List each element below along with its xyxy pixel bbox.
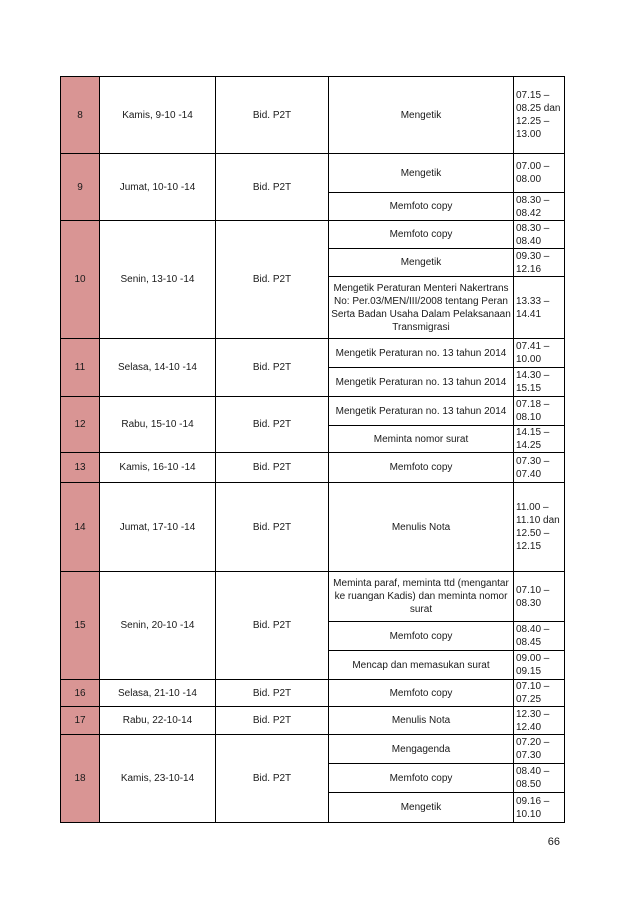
row-activity: Mengetik <box>329 77 514 154</box>
row-activity: Mengetik Peraturan no. 13 tahun 2014 <box>329 397 514 426</box>
row-number: 13 <box>61 453 100 483</box>
row-date: Jumat, 17-10 -14 <box>100 483 216 572</box>
row-time: 12.30 – 12.40 <box>514 707 565 735</box>
row-time: 07.10 – 07.25 <box>514 680 565 707</box>
row-unit: Bid. P2T <box>216 339 329 397</box>
row-number: 11 <box>61 339 100 397</box>
table-row <box>61 221 565 249</box>
row-number: 8 <box>61 77 100 154</box>
row-date: Selasa, 21-10 -14 <box>100 680 216 707</box>
table-row <box>61 680 565 707</box>
row-activity: Meminta nomor surat <box>329 426 514 453</box>
row-time: 11.00 – 11.10 dan 12.50 – 12.15 <box>514 483 565 572</box>
row-number: 18 <box>61 735 100 823</box>
table-row <box>61 154 565 193</box>
row-date: Selasa, 14-10 -14 <box>100 339 216 397</box>
activity-log-body <box>61 77 565 823</box>
table-row <box>61 735 565 764</box>
table-row <box>61 572 565 622</box>
row-activity: Mengetik <box>329 249 514 277</box>
row-time: 07.15 – 08.25 dan 12.25 – 13.00 <box>514 77 565 154</box>
row-activity: Memfoto copy <box>329 680 514 707</box>
row-number: 12 <box>61 397 100 453</box>
page-number: 66 <box>547 836 560 848</box>
row-date: Kamis, 16-10 -14 <box>100 453 216 483</box>
row-number: 10 <box>61 221 100 339</box>
row-activity: Mengetik Peraturan no. 13 tahun 2014 <box>329 339 514 368</box>
row-time: 09.00 – 09.15 <box>514 651 565 680</box>
row-time: 14.15 – 14.25 <box>514 426 565 453</box>
row-time: 07.00 – 08.00 <box>514 154 565 193</box>
row-time: 08.30 – 08.42 <box>514 193 565 221</box>
row-date: Senin, 20-10 -14 <box>100 572 216 680</box>
row-number: 15 <box>61 572 100 680</box>
row-activity: Menulis Nota <box>329 707 514 735</box>
row-activity: Memfoto copy <box>329 193 514 221</box>
row-activity: Memfoto copy <box>329 764 514 793</box>
row-unit: Bid. P2T <box>216 77 329 154</box>
table-row <box>61 339 565 368</box>
table-row <box>61 77 565 154</box>
row-activity: Mengagenda <box>329 735 514 764</box>
row-unit: Bid. P2T <box>216 154 329 221</box>
row-activity: Mengetik <box>329 154 514 193</box>
row-time: 07.20 – 07.30 <box>514 735 565 764</box>
row-unit: Bid. P2T <box>216 735 329 823</box>
row-activity: Mencap dan memasukan surat <box>329 651 514 680</box>
row-unit: Bid. P2T <box>216 483 329 572</box>
row-unit: Bid. P2T <box>216 707 329 735</box>
row-time: 09.16 – 10.10 <box>514 793 565 823</box>
row-number: 14 <box>61 483 100 572</box>
row-unit: Bid. P2T <box>216 572 329 680</box>
row-time: 08.30 – 08.40 <box>514 221 565 249</box>
table-row <box>61 707 565 735</box>
row-number: 9 <box>61 154 100 221</box>
row-time: 08.40 – 08.50 <box>514 764 565 793</box>
row-number: 17 <box>61 707 100 735</box>
row-activity: Memfoto copy <box>329 221 514 249</box>
row-time: 07.18 – 08.10 <box>514 397 565 426</box>
row-unit: Bid. P2T <box>216 453 329 483</box>
row-activity: Mengetik Peraturan Menteri Nakertrans No: Per.03/MEN/III/2008 tentang Peran Serta Badan Usaha Dalam Pelaksanaan Transmigrasi <box>329 277 514 339</box>
row-date: Jumat, 10-10 -14 <box>100 154 216 221</box>
row-time: 09.30 – 12.16 <box>514 249 565 277</box>
row-time: 07.30 – 07.40 <box>514 453 565 483</box>
row-date: Senin, 13-10 -14 <box>100 221 216 339</box>
activity-log-table <box>60 76 565 823</box>
row-time: 08.40 – 08.45 <box>514 622 565 651</box>
row-activity: Memfoto copy <box>329 453 514 483</box>
row-activity: Menulis Nota <box>329 483 514 572</box>
row-activity: Memfoto copy <box>329 622 514 651</box>
row-date: Rabu, 22-10-14 <box>100 707 216 735</box>
row-unit: Bid. P2T <box>216 397 329 453</box>
row-time: 14.30 – 15.15 <box>514 368 565 397</box>
table-row <box>61 453 565 483</box>
row-date: Kamis, 23-10-14 <box>100 735 216 823</box>
row-activity: Mengetik Peraturan no. 13 tahun 2014 <box>329 368 514 397</box>
row-time: 07.10 – 08.30 <box>514 572 565 622</box>
row-activity: Meminta paraf, meminta ttd (mengantar ke ruangan Kadis) dan meminta nomor surat <box>329 572 514 622</box>
row-time: 13.33 – 14.41 <box>514 277 565 339</box>
row-activity: Mengetik <box>329 793 514 823</box>
row-time: 07.41 – 10.00 <box>514 339 565 368</box>
row-unit: Bid. P2T <box>216 221 329 339</box>
row-date: Kamis, 9-10 -14 <box>100 77 216 154</box>
row-date: Rabu, 15-10 -14 <box>100 397 216 453</box>
row-number: 16 <box>61 680 100 707</box>
row-unit: Bid. P2T <box>216 680 329 707</box>
table-row <box>61 483 565 572</box>
table-row <box>61 397 565 426</box>
